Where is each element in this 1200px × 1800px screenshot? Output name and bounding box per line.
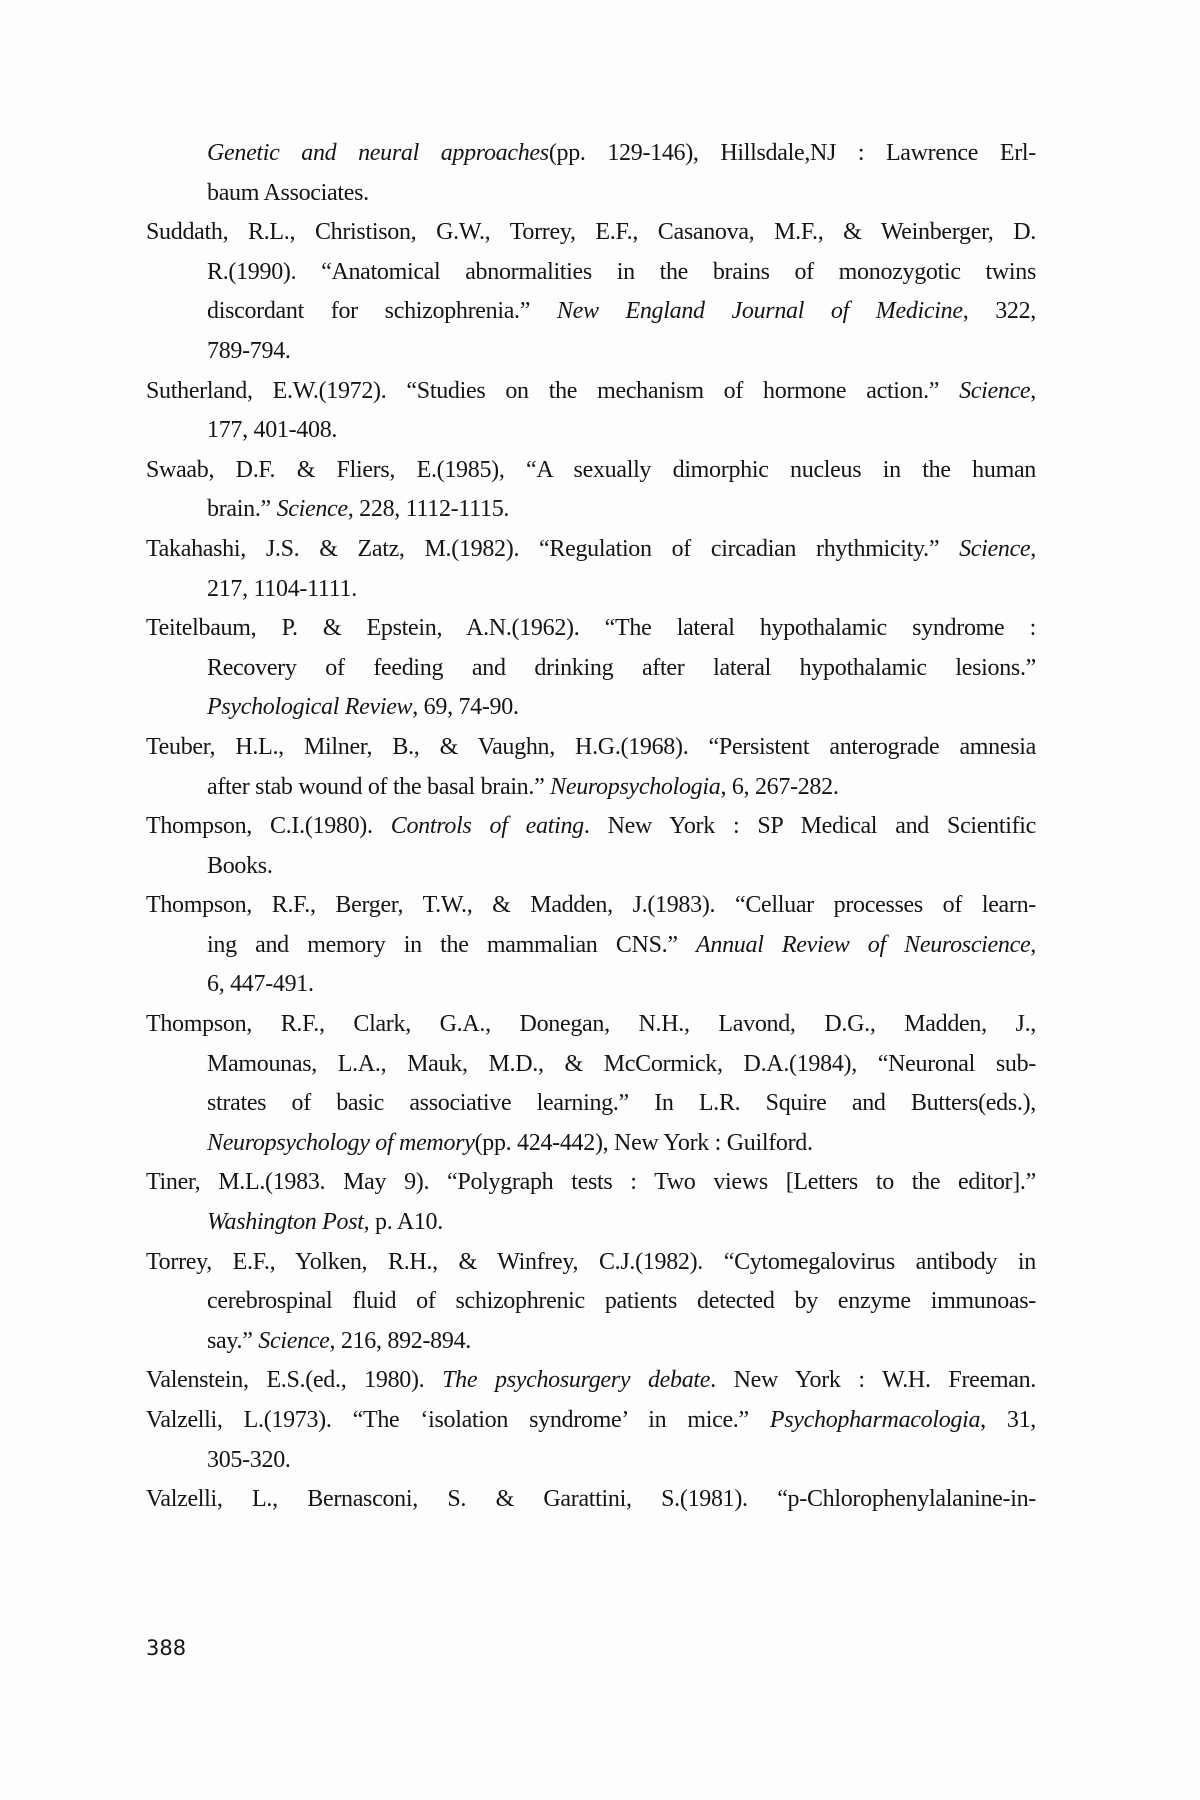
reference-continuation-line	[146, 490, 1036, 530]
italic-title: Science	[258, 1327, 330, 1354]
reference-first-line	[146, 1243, 1036, 1283]
italic-title: The psychosurgery debate	[442, 1367, 711, 1394]
reference-text: , 69, 74-90.	[412, 694, 519, 721]
reference-text: Tiner, M.L.(1983. May 9). “Polygraph tests : Two views [Letters to the editor].”	[146, 1169, 1036, 1196]
reference-text: , 216, 892-894.	[329, 1327, 471, 1354]
italic-title: Genetic and neural approaches	[207, 140, 549, 166]
reference-text: Recovery of feeding and drinking after lateral hypothalamic lesions.”	[207, 654, 1036, 681]
reference-text: Teitelbaum, P. & Epstein, A.N.(1962). “The lateral hypothalamic syndrome :	[146, 615, 1036, 642]
italic-title: Neuropsychology of memory	[207, 1129, 475, 1156]
reference-text: 305-320.	[207, 1446, 291, 1473]
reference-first-line	[146, 609, 1036, 649]
reference-entry	[146, 372, 1036, 451]
italic-title: Washington Post	[207, 1209, 364, 1236]
reference-text: . New York : SP Medical and Scientific	[583, 813, 1036, 840]
reference-text: ,	[1030, 377, 1036, 404]
reference-text: Thompson, R.F., Clark, G.A., Donegan, N.H., Lavond, D.G., Madden, J.,	[146, 1011, 1036, 1038]
reference-list	[146, 134, 1036, 1520]
italic-title: Neuropsychologia	[550, 773, 721, 800]
reference-continuation-line	[146, 292, 1036, 332]
reference-continuation-line	[146, 1084, 1036, 1124]
reference-first-line	[146, 372, 1036, 412]
reference-entry	[146, 1401, 1036, 1480]
reference-text: Sutherland, E.W.(1972). “Studies on the mechanism of hormone action.”	[146, 377, 960, 404]
italic-title: Psychopharmacologia	[769, 1407, 981, 1433]
reference-entry	[146, 213, 1036, 371]
reference-first-line	[146, 451, 1036, 491]
reference-text: ing and memory in the mammalian CNS.”	[207, 931, 697, 958]
reference-entry	[146, 609, 1036, 728]
reference-continuation-line	[146, 570, 1036, 610]
reference-continuation-line	[146, 134, 1036, 174]
reference-entry	[146, 886, 1036, 1005]
reference-first-line	[146, 1163, 1036, 1203]
reference-text: , 6, 267-282.	[720, 773, 839, 800]
reference-continuation-line	[146, 1441, 1036, 1481]
reference-continuation-line	[146, 1282, 1036, 1322]
reference-text: say.”	[207, 1327, 259, 1354]
reference-text: strates of basic associative learning.” In L.R. Squire and Butters(eds.),	[207, 1090, 1036, 1117]
reference-continuation-line	[146, 768, 1036, 808]
reference-text: cerebrospinal fluid of schizophrenic patients detected by enzyme immunoas-	[207, 1288, 1036, 1315]
reference-first-line	[146, 807, 1036, 847]
reference-continuation-line	[146, 1203, 1036, 1243]
reference-text: discordant for schizophrenia.”	[207, 298, 557, 325]
reference-text: Valenstein, E.S.(ed., 1980).	[146, 1367, 443, 1394]
italic-title: Annual Review of Neuroscience	[696, 931, 1031, 958]
reference-continuation-line	[146, 332, 1036, 372]
reference-text: Thompson, C.I.(1980).	[146, 813, 391, 840]
reference-entry	[146, 1163, 1036, 1242]
italic-title: New England Journal of Medicine	[556, 298, 963, 325]
reference-entry	[146, 807, 1036, 886]
reference-continuation-line	[146, 411, 1036, 451]
reference-continuation-line	[146, 253, 1036, 293]
reference-continuation-line	[146, 1322, 1036, 1362]
reference-continuation-line	[146, 1045, 1036, 1085]
reference-text: Torrey, E.F., Yolken, R.H., & Winfrey, C.J.(1982). “Cytomegalovirus antibody in	[146, 1248, 1036, 1275]
reference-text: brain.”	[207, 496, 277, 523]
reference-continuation-line	[146, 926, 1036, 966]
reference-text: Takahashi, J.S. & Zatz, M.(1982). “Regulation of circadian rhythmicity.”	[146, 535, 960, 562]
reference-text: Mamounas, L.A., Mauk, M.D., & McCormick, D.A.(1984), “Neuronal sub-	[207, 1050, 1036, 1077]
reference-text: baum Associates.	[207, 179, 369, 206]
reference-text: 177, 401-408.	[207, 417, 338, 444]
reference-text: , 31,	[980, 1407, 1036, 1433]
reference-continuation-line	[146, 649, 1036, 689]
page-number: 388	[146, 1636, 187, 1660]
reference-text: 6, 447-491.	[207, 971, 314, 998]
reference-text: Suddath, R.L., Christison, G.W., Torrey, E.F., Casanova, M.F., & Weinberger, D.	[146, 219, 1036, 246]
italic-title: Science	[959, 535, 1031, 562]
reference-text: Valzelli, L., Bernasconi, S. & Garattini, S.(1981). “p-Chlorophenylalanine-in-	[146, 1486, 1036, 1513]
reference-first-line	[146, 728, 1036, 768]
reference-entry	[146, 1243, 1036, 1362]
reference-continuation-line	[146, 688, 1036, 728]
reference-text: , 322,	[962, 298, 1036, 325]
reference-text: , 228, 1112-1115.	[347, 496, 510, 523]
reference-first-line	[146, 886, 1036, 926]
reference-text: 789-794.	[207, 337, 291, 364]
reference-text: Valzelli, L.(1973). “The ‘isolation syndrome’ in mice.”	[146, 1407, 770, 1433]
reference-first-line	[146, 1401, 1036, 1441]
reference-text: Teuber, H.L., Milner, B., & Vaughn, H.G.(1968). “Persistent anterograde amnesia	[146, 733, 1036, 760]
reference-entry	[146, 451, 1036, 530]
reference-first-line	[146, 1361, 1036, 1401]
reference-text: , p. A10.	[363, 1209, 443, 1236]
reference-text: ,	[1030, 931, 1036, 958]
reference-entry	[146, 728, 1036, 807]
reference-continuation-line	[146, 174, 1036, 214]
reference-text: Swaab, D.F. & Fliers, E.(1985), “A sexually dimorphic nucleus in the human	[146, 456, 1036, 483]
italic-title: Science	[959, 377, 1031, 404]
italic-title: Controls of eating	[390, 813, 584, 840]
reference-entry	[146, 1361, 1036, 1401]
reference-text: . New York : W.H. Freeman.	[710, 1367, 1036, 1394]
reference-first-line	[146, 1005, 1036, 1045]
reference-text: ,	[1030, 535, 1036, 562]
reference-entry	[146, 1005, 1036, 1163]
reference-text: after stab wound of the basal brain.”	[207, 773, 551, 800]
reference-continuation-line	[146, 847, 1036, 887]
reference-first-line	[146, 1480, 1036, 1520]
reference-entry	[146, 134, 1036, 213]
reference-text: Books.	[207, 852, 273, 879]
reference-text: 217, 1104-1111.	[207, 575, 357, 602]
reference-text: (pp. 424-442), New York : Guilford.	[474, 1129, 813, 1156]
reference-text: R.(1990). “Anatomical abnormalities in the brains of monozygotic twins	[207, 258, 1036, 285]
reference-continuation-line	[146, 965, 1036, 1005]
reference-first-line	[146, 213, 1036, 253]
reference-entry	[146, 530, 1036, 609]
reference-first-line	[146, 530, 1036, 570]
italic-title: Science	[276, 496, 348, 523]
reference-continuation-line	[146, 1124, 1036, 1164]
reference-text: Thompson, R.F., Berger, T.W., & Madden, J.(1983). “Celluar processes of learn-	[146, 892, 1036, 919]
italic-title: Psychological Review	[207, 694, 413, 721]
reference-text: (pp. 129-146), Hillsdale,NJ : Lawrence Erl-	[548, 140, 1036, 166]
reference-entry	[146, 1480, 1036, 1520]
